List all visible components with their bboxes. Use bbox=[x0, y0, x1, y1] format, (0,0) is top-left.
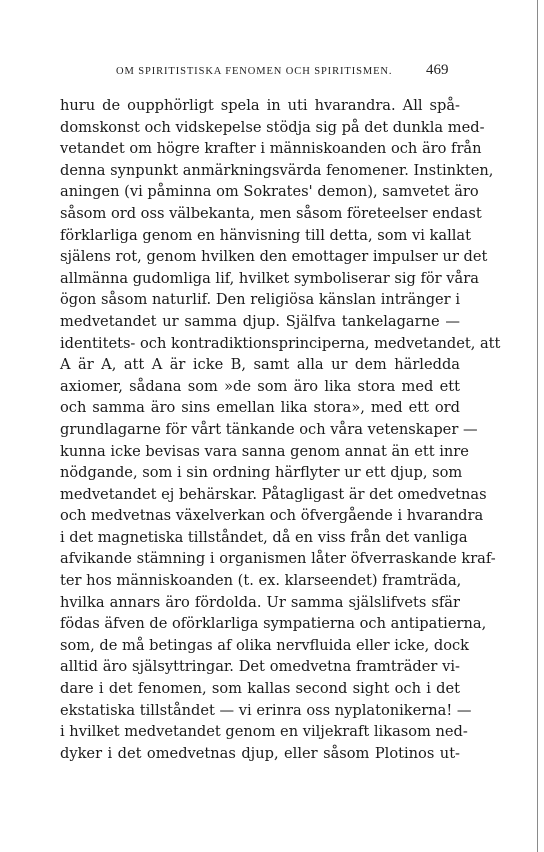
text-line: domskonst och vidskepelse stödja sig på det dunkla med- bbox=[60, 118, 485, 136]
text-line: förklarliga genom en hänvisning till detta, som vi kallat bbox=[60, 226, 471, 244]
text-line: alltid äro själsyttringar. Det omedvetna framträder vi- bbox=[60, 658, 460, 676]
page-number: 469 bbox=[426, 62, 449, 78]
text-line: vetandet om högre krafter i människoanden och äro från bbox=[60, 140, 482, 158]
text-line: och medvetnas växelverkan och öfvergående i hvarandra bbox=[60, 507, 484, 525]
text-line: ögon såsom naturlif. Den religiösa känslan intränger i bbox=[60, 291, 460, 309]
text-line: afvikande stämning i organismen låter öfverraskande kraf- bbox=[60, 550, 496, 568]
text-line: i det magnetiska tillståndet, då en viss från det vanliga bbox=[60, 528, 468, 546]
text-line: medvetandet ur samma djup. Själfva tankelagarne — bbox=[60, 312, 460, 330]
text-line: huru de oupphörligt spela in uti hvarandra. All spå- bbox=[60, 97, 460, 114]
text-line: nödgande, som i sin ordning härflyter ur ett djup, som bbox=[60, 464, 463, 482]
text-line: och samma äro sins emellan lika stora», med ett ord bbox=[60, 399, 460, 417]
running-title: OM SPIRITISTISKA FENOMEN OCH SPIRITISMEN. bbox=[116, 66, 393, 77]
text-line: grundlagarne för vårt tänkande och våra vetenskaper — bbox=[60, 420, 478, 438]
text-line: dare i det fenomen, som kallas second sight och i det bbox=[60, 680, 460, 698]
text-line: axiomer, sådana som »de som äro lika stora med ett bbox=[60, 377, 460, 395]
text-line: födas äfven de oförklarliga sympatierna och antipatierna, bbox=[60, 615, 487, 633]
body-text bbox=[60, 95, 501, 764]
text-line: hvilka annars äro fördolda. Ur samma själslifvets sfär bbox=[60, 593, 460, 611]
text-line: ekstatiska tillståndet — vi erinra oss nyplatonikerna! — bbox=[60, 701, 472, 719]
text-line: medvetandet ej behärskar. Påtagligast är det omedvetnas bbox=[60, 485, 487, 503]
text-line: i hvilket medvetandet genom en viljekraft likasom ned- bbox=[60, 723, 468, 741]
text-line: ter hos människoanden (t. ex. klarseendet) framträda, bbox=[60, 572, 462, 590]
page-edge-line bbox=[537, 0, 538, 852]
text-line: själens rot, genom hvilken den emottager impulser ur det bbox=[60, 248, 488, 266]
text-line: dyker i det omedvetnas djup, eller såsom Plotinos ut- bbox=[60, 744, 460, 762]
text-line: aningen (vi påminna om Sokrates' demon), samvetet äro bbox=[60, 183, 479, 201]
text-line: såsom ord oss välbekanta, men såsom företeelser endast bbox=[60, 204, 482, 222]
text-line: som, de må betingas af olika nervfluida eller icke, dock bbox=[60, 636, 470, 654]
text-line: A är A, att A är icke B, samt alla ur dem härledda bbox=[60, 356, 460, 374]
text-line: kunna icke bevisas vara sanna genom annat än ett inre bbox=[60, 442, 469, 460]
text-line: denna synpunkt anmärkningsvärda fenomener. Instinkten, bbox=[60, 161, 494, 179]
text-line: allmänna gudomliga lif, hvilket symboliserar sig för våra bbox=[60, 269, 479, 287]
text-line: identitets- och kontradiktionsprinciperna, medvetandet, att bbox=[60, 334, 501, 352]
